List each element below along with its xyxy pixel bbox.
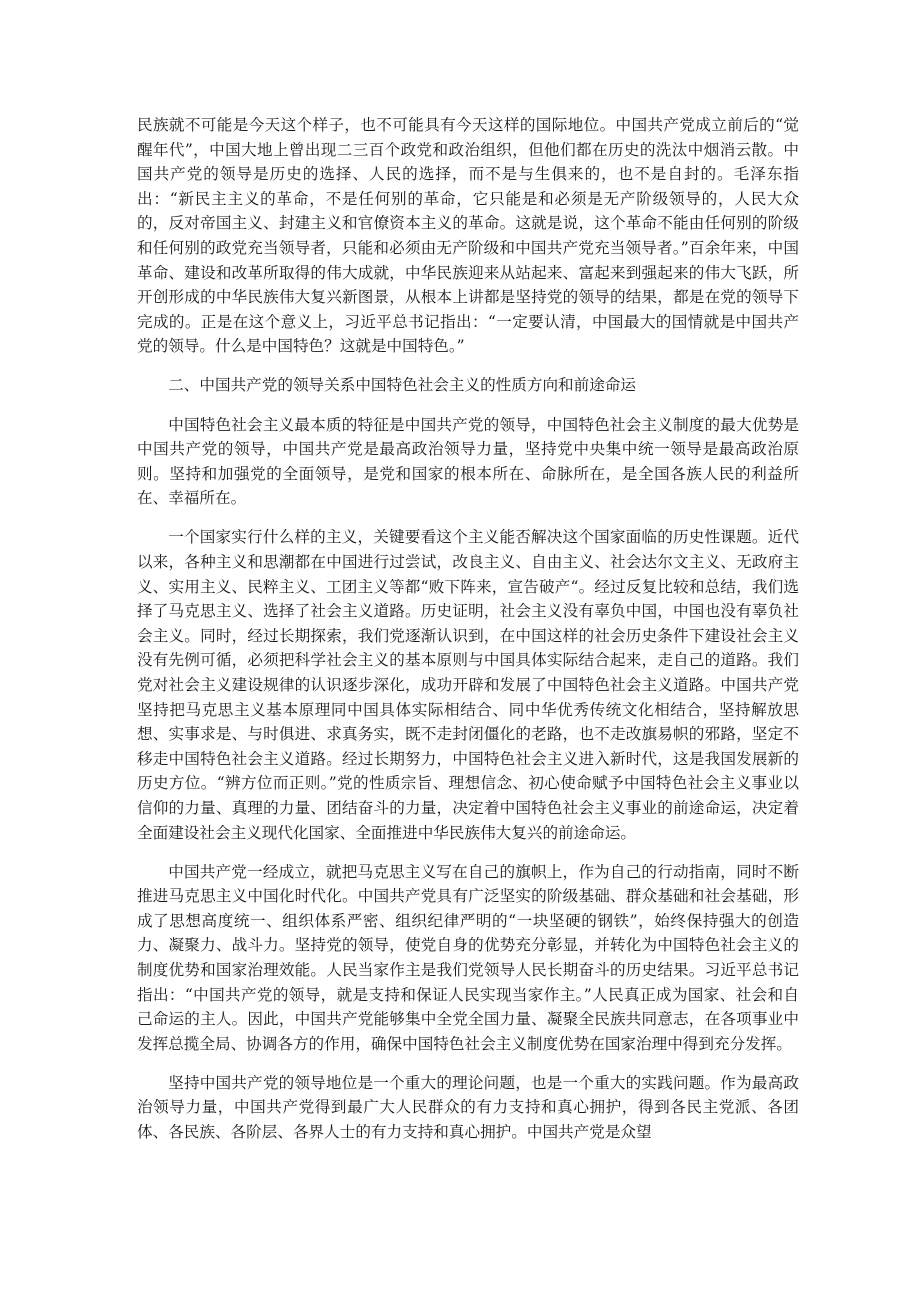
paragraph: 坚持中国共产党的领导地位是一个重大的理论问题，也是一个重大的实践问题。作为最高政治领导力量，中国共产党得到最广大人民群众的有力支持和真心拥护，得到各民主党派、各团体、各民族、各阶层、各界人士的有力支持和真心拥护。中国共产党是众望 — [137, 1073, 799, 1142]
section-heading: 二、中国共产党的领导关系中国特色社会主义的性质方向和前途命运 — [168, 376, 637, 395]
paragraph-continued: 民族就不可能是今天这个样子，也不可能具有今天这样的国际地位。中国共产党成立前后的“觉醒年代”，中国大地上曾出现二三百个政党和政治组织，但他们都在历史的洗汰中烟消云散。中国共产党的领导是历史的选择、人民的选择，而不是与生俱来的，也不是自封的。毛泽东指出：“新民主主义的革命，不是任何别的革命，它只能是和必须是无产阶级领导的，人民大众的，反对帝国主义、封建主义和官僚资本主义的革命。这就是说，这个革命不能由任何别的阶级和任何别的政党充当领导者，只能和必须由无产阶级和中国共产党充当领导者。”百余年来，中国革命、建设和改革所取得的伟大成就，中华民族迎来从站起来、富起来到强起来的伟大飞跃，所开创形成的中华民族伟大复兴新图景，从根本上讲都是坚持党的领导的结果，都是在党的领导下完成的。正是在这个意义上，习近平总书记指出：“一定要认清，中国最大的国情就是中国共产党的领导。什么是中国特色？这就是中国特色。” — [137, 116, 799, 356]
document-body — [137, 113, 799, 1159]
paragraph: 中国特色社会主义最本质的特征是中国共产党的领导，中国特色社会主义制度的最大优势是中国共产党的领导，中国共产党是最高政治领导力量，坚持党中央集中统一领导是最高政治原则。坚持和加强党的全面领导，是党和国家的根本所在、命脉所在，是全国各族人民的利益所在、幸福所在。 — [137, 415, 799, 508]
paragraph: 中国共产党一经成立，就把马克思主义写在自己的旗帜上，作为自己的行动指南，同时不断推进马克思主义中国化时代化。中国共产党具有广泛坚实的阶级基础、群众基础和社会基础，形成了思想高度统一、组织体系严密、组织纪律严明的“一块坚硬的钢铁”，始终保持强大的创造力、凝聚力、战斗力。坚持党的领导，使党自身的优势充分彰显，并转化为中国特色社会主义的制度优势和国家治理效能。人民当家作主是我们党领导人民长期奋斗的历史结果。习近平总书记指出：“中国共产党的领导，就是支持和保证人民实现当家作主。”人民真正成为国家、社会和自己命运的主人。因此，中国共产党能够集中全党全国力量、凝聚全民族共同意志，在各项事业中发挥总揽全局、协调各方的作用，确保中国特色社会主义制度优势在国家治理中得到充分发挥。 — [137, 862, 799, 1053]
paragraph: 一个国家实行什么样的主义，关键要看这个主义能否解决这个国家面临的历史性课题。近代以来，各种主义和思潮都在中国进行过尝试，改良主义、自由主义、社会达尔文主义、无政府主义、实用主义、民粹主义、工团主义等都“败下阵来，宣告破产“。经过反复比较和总结，我们选择了马克思主义、选择了社会主义道路。历史证明，社会主义没有辜负中国，中国也没有辜负社会主义。同时，经过长期探索，我们党逐渐认识到，在中国这样的社会历史条件下建设社会主义没有先例可循，必须把科学社会主义的基本原则与中国具体实际结合起来，走自己的道路。我们党对社会主义建设规律的认识逐步深化，成功开辟和发展了中国特色社会主义道路。中国共产党坚持把马克思主义基本原理同中国具体实际相结合、同中华优秀传统文化相结合，坚持解放思想、实事求是、与时俱进、求真务实，既不走封闭僵化的老路，也不走改旗易帜的邪路，坚定不移走中国特色社会主义道路。经过长期努力，中国特色社会主义进入新时代，这是我国发展新的历史方位。“辨方位而正则。”党的性质宗旨、理想信念、初心使命赋予中国特色社会主义事业以信仰的力量、真理的力量、团结奋斗的力量，决定着中国特色社会主义事业的前途命运，决定着全面建设社会主义现代化国家、全面推进中华民族伟大复兴的前途命运。 — [137, 528, 799, 842]
